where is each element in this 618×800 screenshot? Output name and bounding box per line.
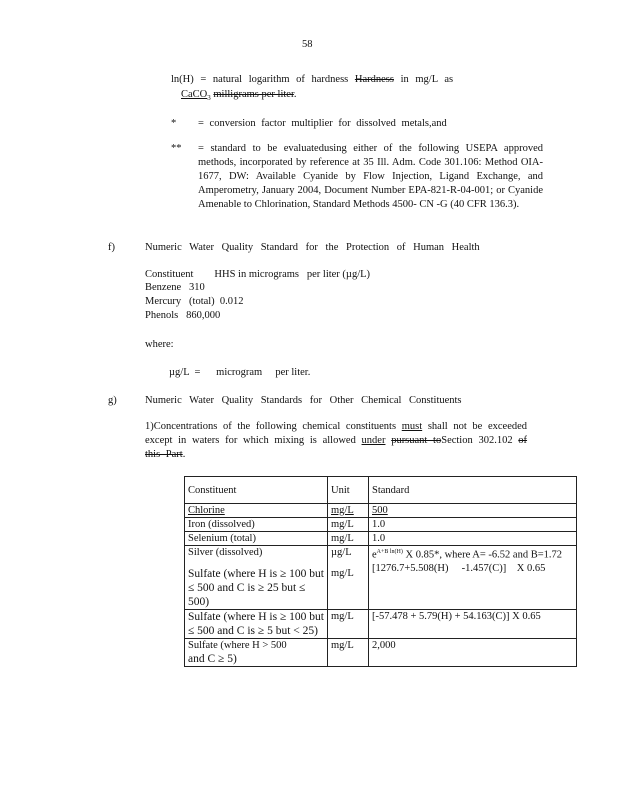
table-row: Silver (dissolved) Sulfate (where H is ≥ 100 but ≤ 500 and C is ≥ 25 but ≤ 500) µg/L mg/L $e^{A+B ln(H)}$ X 0.85*, where A= -6.52 and B=1.72 [1276.7+5.508(H) -1.457(C)] X 0.65 <box>185 546 577 610</box>
double-star-symbol: ** <box>171 143 182 154</box>
section-f-title: Numeric Water Quality Standard for the Protection of Human Health <box>145 242 480 253</box>
lnh-definition-line2: CaCO$_3$ milligrams per liter. <box>181 89 297 103</box>
table-row: Chlorine mg/L 500 <box>185 504 577 518</box>
constituent-iron: Iron (dissolved) <box>185 518 328 532</box>
constituent-sulfate-3: Sulfate (where H > 500 <box>188 640 287 651</box>
table-row: Sulfate (where H is ≥ 100 but ≤ 500 and C is ≥ 5 but < 25) mg/L [-57.478 + 5.79(H) + 54.163(C)] X 0.65 <box>185 610 577 639</box>
star-symbol: * <box>171 118 177 129</box>
section-g-title: Numeric Water Quality Standards for Other Chemical Constituents <box>145 395 462 406</box>
constituent-chlorine: Chlorine <box>188 505 225 516</box>
page-number: 58 <box>302 39 313 50</box>
header-standard: Standard <box>369 477 577 504</box>
constituent-sulfate-2: Sulfate (where H is ≥ 100 but ≤ 500 and C is ≥ 5 but < 25) <box>185 610 328 639</box>
section-f-label: f) <box>108 242 115 253</box>
header-constituent: Constituent <box>185 477 328 504</box>
hhs-table-header: Constituent HHS in micrograms per liter (µg/L) <box>145 269 371 280</box>
unit-definition: µg/L = microgram per liter. <box>169 367 311 378</box>
where-label: where: <box>145 339 174 350</box>
sulfate-2-standard: [-57.478 + 5.79(H) + 54.163(C)] X 0.65 <box>369 610 577 639</box>
hhs-row-benzene: Benzene 310 <box>145 282 205 293</box>
section-g-label: g) <box>108 395 117 406</box>
table-row: Selenium (total) mg/L 1.0 <box>185 532 577 546</box>
table-row: Iron (dissolved) mg/L 1.0 <box>185 518 577 532</box>
constituent-selenium: Selenium (total) <box>185 532 328 546</box>
section-g-paragraph: 1)Concentrations of the following chemical constituents must shall not be exceeded except in waters for which mixing is allowed under pursuant toSection 302.102 of this Part. <box>145 421 528 460</box>
star-definition: = conversion factor multiplier for dissolved metals,and <box>198 118 447 129</box>
silver-standard: $e^{A+B ln(H)}$ X 0.85*, where A= -6.52 and B=1.72 <box>372 549 563 561</box>
standards-table <box>184 476 577 667</box>
sulfate-3-standard: 2,000 <box>369 639 577 667</box>
hhs-row-phenols: Phenols 860,000 <box>145 310 221 321</box>
double-star-definition: = standard to be evaluatedusing either of the following USEPA approved methods, incorporated by reference at 35 Ill. Adm. Code 301.106: Method OIA-1677, DW: Available Cyanide by Flow Injection, Ligand Exchange, and Amperometry, January 2004, Document Number EPA-821-R-04-001; or Cyanide Amenable to Chlorination, Standard Methods 4500- CN -G (40 CFR 136.3). <box>198 143 543 210</box>
hhs-row-mercury: Mercury (total) 0.012 <box>145 296 244 307</box>
constituent-silver: Silver (dissolved) <box>188 547 263 558</box>
header-unit: Unit <box>328 477 369 504</box>
table-header-row <box>185 477 577 504</box>
table-row: Sulfate (where H > 500 and C ≥ 5) mg/L 2,000 <box>185 639 577 667</box>
lnh-definition-line1: ln(H) = natural logarithm of hardness Hardness in mg/L as <box>171 74 454 85</box>
sulfate-1-standard: [1276.7+5.508(H) -1.457(C)] X 0.65 <box>372 562 546 574</box>
constituent-sulfate-1: Sulfate (where H is ≥ 100 but ≤ 500 and C is ≥ 25 but ≤ 500) <box>188 568 324 608</box>
